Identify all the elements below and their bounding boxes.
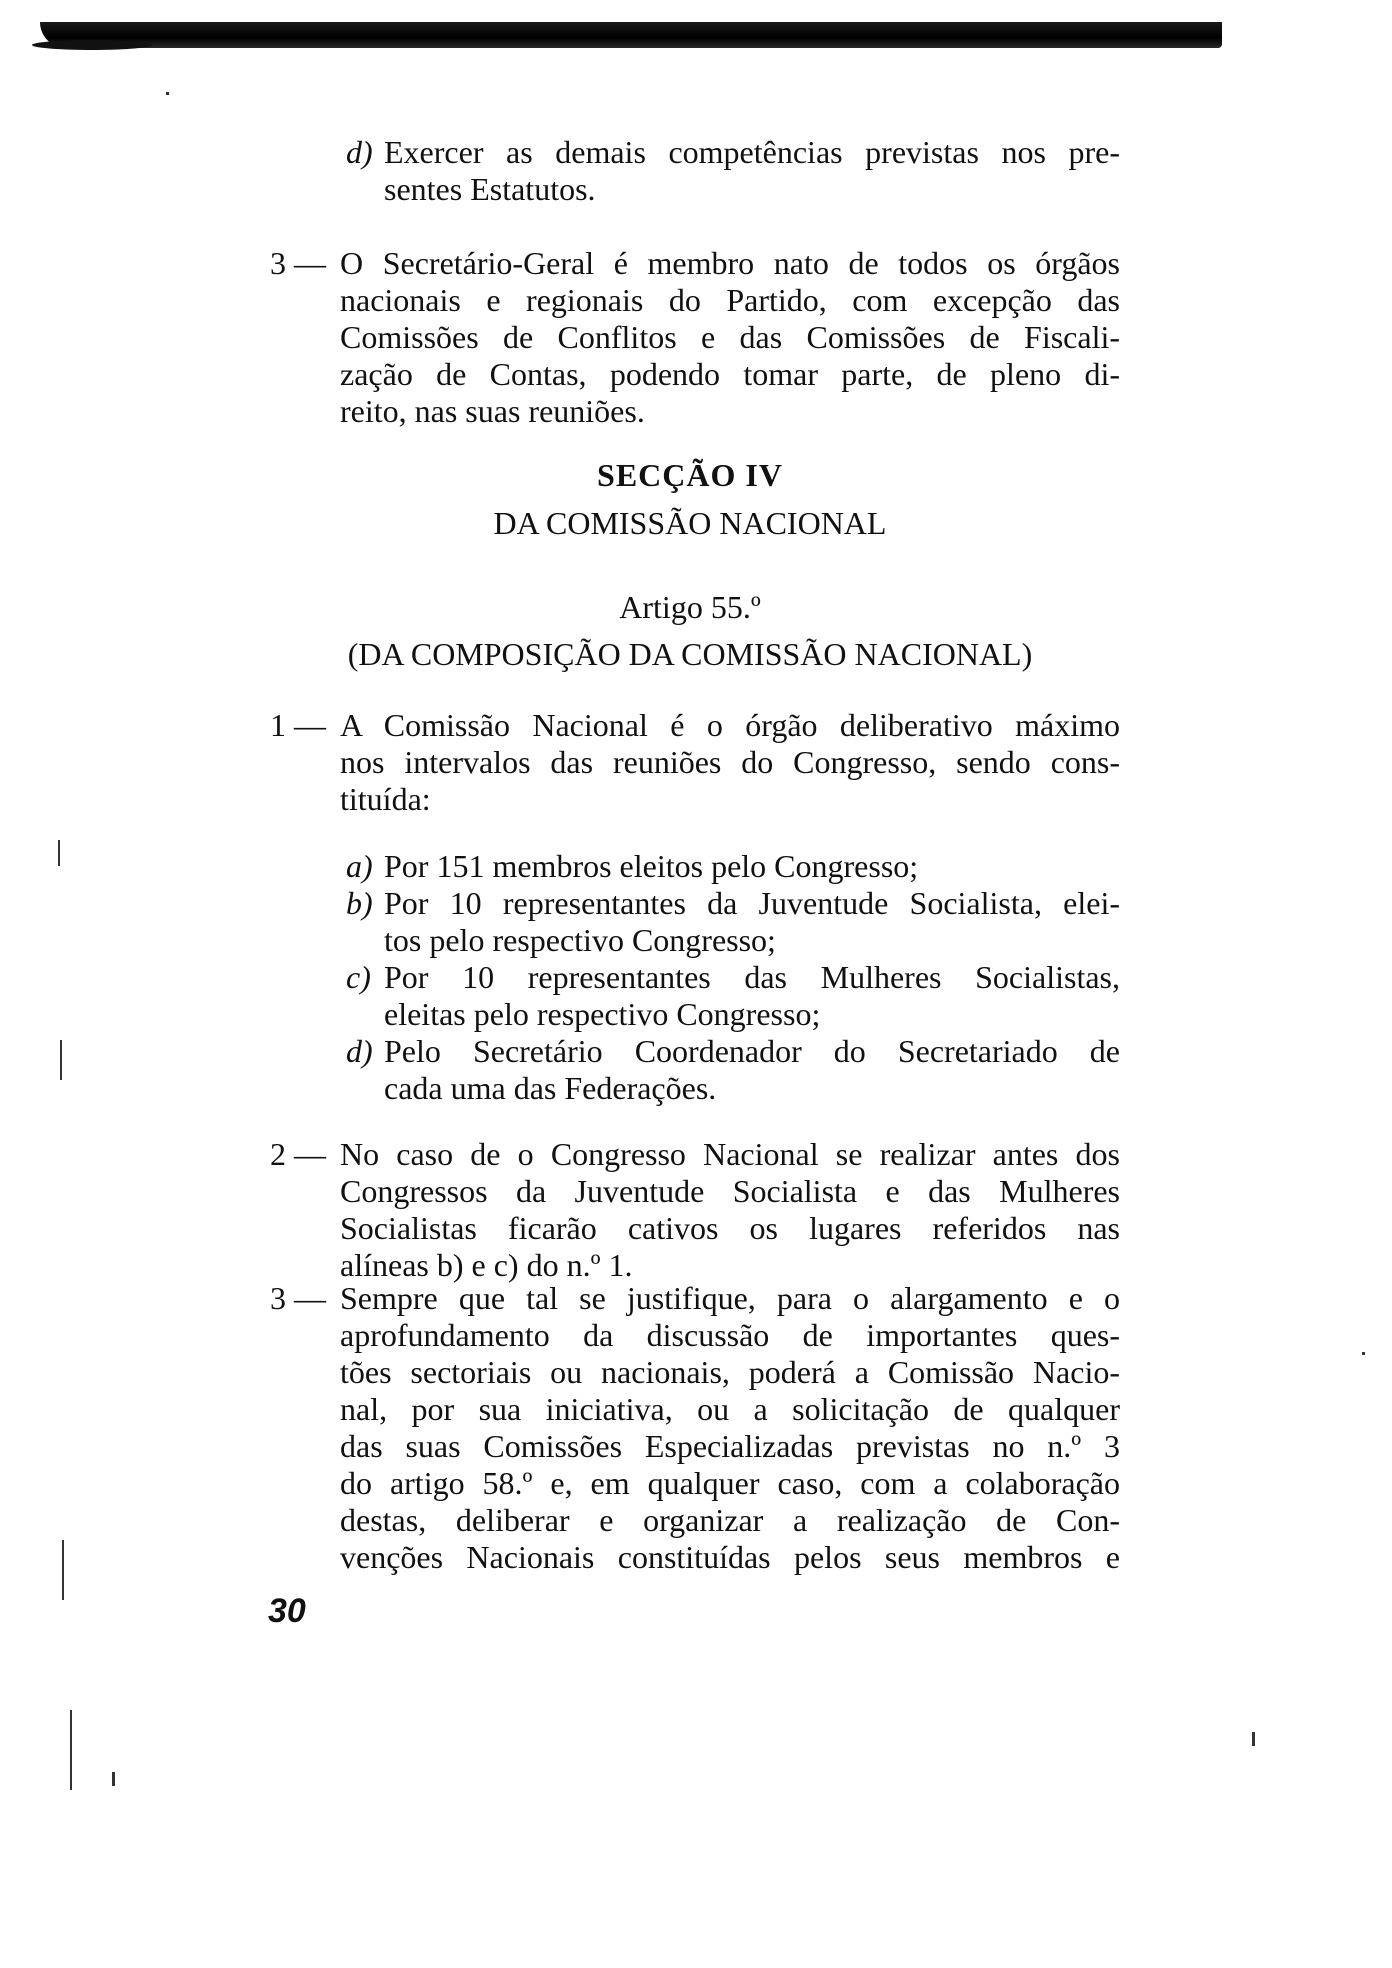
text-line: Pelo Secretário Coordenador do Secretariado de bbox=[384, 1033, 1120, 1069]
scan-speck bbox=[62, 1540, 64, 1600]
section-title: SECÇÃO IV bbox=[597, 457, 783, 493]
item-marker: d) bbox=[346, 134, 373, 170]
article-title: Artigo 55.º bbox=[619, 589, 761, 625]
text-line: nos intervalos das reuniões do Congresso, sendo cons- bbox=[340, 744, 1120, 780]
text-line: destas, deliberar e organizar a realização de Con- bbox=[340, 1502, 1120, 1538]
item-marker: c) bbox=[346, 959, 371, 995]
text-line: venções Nacionais constituídas pelos seus membros e bbox=[340, 1539, 1120, 1575]
scan-speck bbox=[166, 92, 169, 95]
scan-speck bbox=[1362, 1352, 1365, 1355]
text-line: zação de Contas, podendo tomar parte, de pleno di- bbox=[340, 356, 1120, 392]
list-item-c bbox=[346, 959, 1120, 1033]
list-item-a bbox=[346, 848, 1120, 885]
paragraph-1-composition bbox=[270, 707, 1120, 818]
text-line: sentes Estatutos. bbox=[384, 171, 596, 207]
section-subtitle: DA COMISSÃO NACIONAL bbox=[493, 505, 887, 541]
text-line: O Secretário-Geral é membro nato de todos os órgãos bbox=[340, 245, 1120, 281]
text-line: das suas Comissões Especializadas previstas no n.º 3 bbox=[340, 1428, 1120, 1464]
item-marker: b) bbox=[346, 885, 373, 921]
paragraph-3-conventions bbox=[270, 1280, 1120, 1576]
text-line: Por 151 membros eleitos pelo Congresso; bbox=[384, 848, 919, 884]
text-line: do artigo 58.º e, em qualquer caso, com a colaboração bbox=[340, 1465, 1120, 1501]
text-line: nal, por sua iniciativa, ou a solicitação de qualquer bbox=[340, 1391, 1120, 1427]
list-item-top-d bbox=[346, 134, 1120, 208]
text-line: Por 10 representantes das Mulheres Socialistas, bbox=[384, 959, 1120, 995]
text-line: A Comissão Nacional é o órgão deliberativo máximo bbox=[340, 707, 1120, 743]
list-item-b bbox=[346, 885, 1120, 959]
text-line: nacionais e regionais do Partido, com excepção das bbox=[340, 282, 1120, 318]
text-line: tões sectoriais ou nacionais, poderá a Comissão Nacio- bbox=[340, 1354, 1120, 1390]
text-line: tituída: bbox=[340, 781, 431, 817]
document-page bbox=[260, 0, 1120, 1968]
paragraph-number: 1 — bbox=[270, 707, 326, 743]
paragraph-number: 2 — bbox=[270, 1136, 326, 1172]
text-line: alíneas b) e c) do n.º 1. bbox=[340, 1247, 633, 1283]
paragraph-number: 3 — bbox=[270, 1280, 326, 1316]
text-line: tos pelo respectivo Congresso; bbox=[384, 922, 776, 958]
text-line: Por 10 representantes da Juventude Socialista, elei- bbox=[384, 885, 1120, 921]
paragraph-number: 3 — bbox=[270, 245, 326, 281]
text-line: cada uma das Federações. bbox=[384, 1070, 717, 1106]
scan-speck bbox=[60, 1040, 62, 1080]
text-line: reito, nas suas reuniões. bbox=[340, 393, 645, 429]
text-line: No caso de o Congresso Nacional se realizar antes dos bbox=[340, 1136, 1120, 1172]
text-line: Sempre que tal se justifique, para o alargamento e o bbox=[340, 1280, 1120, 1316]
page-number: 30 bbox=[268, 1592, 306, 1630]
article-subtitle: (DA COMPOSIÇÃO DA COMISSÃO NACIONAL) bbox=[347, 636, 1033, 672]
text-line: Socialistas ficarão cativos os lugares referidos nas bbox=[340, 1210, 1120, 1246]
text-line: eleitas pelo respectivo Congresso; bbox=[384, 996, 821, 1032]
scan-speck bbox=[70, 1710, 72, 1790]
text-line: Exercer as demais competências previstas nos pre- bbox=[384, 134, 1120, 170]
text-line: Comissões de Conflitos e das Comissões de Fiscali- bbox=[340, 319, 1120, 355]
item-marker: d) bbox=[346, 1033, 373, 1069]
paragraph-2-congress bbox=[270, 1136, 1120, 1284]
scan-speck bbox=[58, 840, 60, 866]
scan-speck bbox=[1252, 1732, 1255, 1746]
text-line: aprofundamento da discussão de importantes ques- bbox=[340, 1317, 1120, 1353]
list-item-d bbox=[346, 1033, 1120, 1107]
text-line: Congressos da Juventude Socialista e das Mulheres bbox=[340, 1173, 1120, 1209]
paragraph-3-secretary bbox=[270, 245, 1120, 430]
scan-speck bbox=[112, 1772, 115, 1786]
item-marker: a) bbox=[346, 848, 373, 884]
